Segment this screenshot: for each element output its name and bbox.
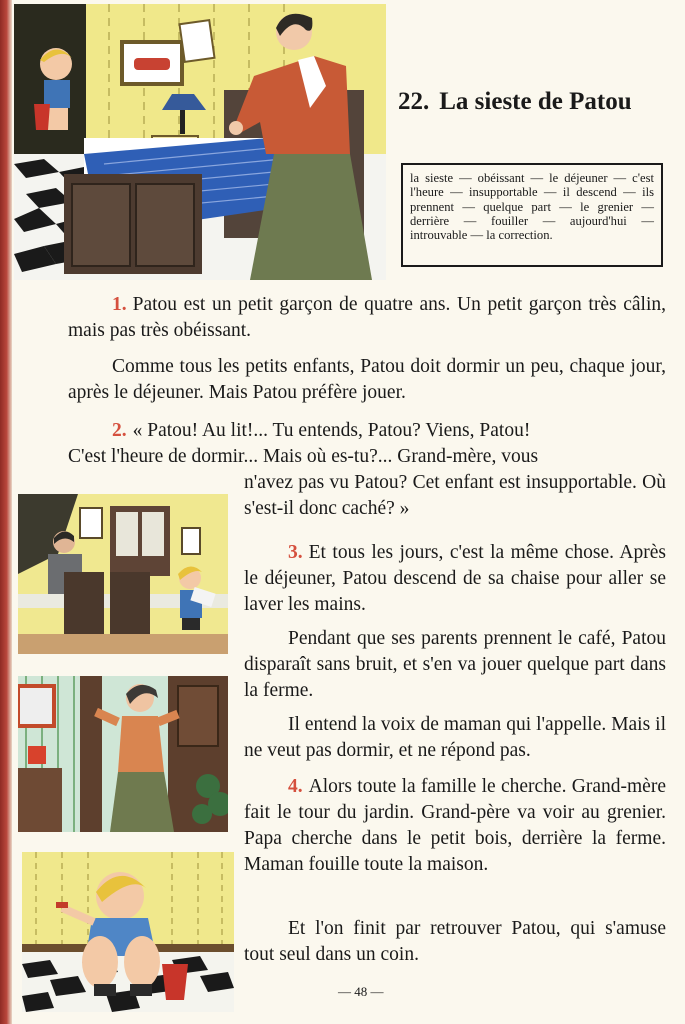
paragraph-3-text: Et tous les jours, c'est la même chose. Après le déjeuner, Patou descend de sa chaise pour aller se laver les mains. xyxy=(244,542,666,615)
section-marker-1: 1. xyxy=(112,294,127,315)
lesson-number: 22. xyxy=(398,88,430,115)
section-marker-3: 3. xyxy=(288,542,303,563)
lesson-title-text: La sieste de Patou xyxy=(439,88,632,115)
paragraph-2 xyxy=(68,418,666,470)
vocabulary-box: la sieste — obéissant — le déjeuner — c'est l'heure — insupportable — il descend — ils prennent — quelque part — le grenier — derrière — fouiller — aujourd'hui — introuvable — la correction. xyxy=(401,163,663,267)
paragraph-2-line2: C'est l'heure de dormir... Mais où es-tu?... Grand-mère, vous xyxy=(68,446,539,467)
paragraph-4 xyxy=(244,774,666,878)
page-number: — 48 — xyxy=(338,984,384,999)
dining-room-illustration xyxy=(18,494,228,654)
section-marker-4: 4. xyxy=(288,776,303,797)
lesson-title xyxy=(398,88,632,116)
paragraph-2-line1: « Patou! Au lit!... Tu entends, Patou? Viens, Patou! xyxy=(132,420,531,441)
book-spine-edge xyxy=(0,0,12,1024)
paragraph-1b: Comme tous les petits enfants, Patou doit dormir un peu, chaque jour, après le déjeuner. Mais Patou préfère jouer. xyxy=(68,356,666,403)
paragraph-1-text: Patou est un petit garçon de quatre ans. Un petit garçon très câlin, mais pas très obéissant. xyxy=(68,294,666,341)
paragraph-3 xyxy=(244,540,666,618)
paragraph-3c: Il entend la voix de maman qui l'appelle. Mais il ne veut pas dormir, et ne répond pas. xyxy=(244,714,666,761)
paragraph-4b: Et l'on finit par retrouver Patou, qui s'amuse tout seul dans un coin. xyxy=(244,918,666,965)
paragraph-4-text: Alors toute la famille le cherche. Grand-mère fait le tour du jardin. Grand-père va voir au grenier. Papa cherche dans le petit bois, derrière la ferme. Maman fouille toute la maison. xyxy=(244,776,666,875)
paragraph-1 xyxy=(68,292,666,344)
mother-calling-illustration xyxy=(18,676,228,832)
paragraph-2-continued: n'avez pas vu Patou? Cet enfant est insupportable. Où s'est-il donc caché? » xyxy=(244,472,666,519)
section-marker-2: 2. xyxy=(112,420,127,441)
patou-playing-illustration xyxy=(22,852,234,1012)
paragraph-3b: Pendant que ses parents prennent le café, Patou disparaît sans bruit, et s'en va jouer quelque part dans la ferme. xyxy=(244,628,666,701)
bedroom-illustration xyxy=(14,4,386,280)
